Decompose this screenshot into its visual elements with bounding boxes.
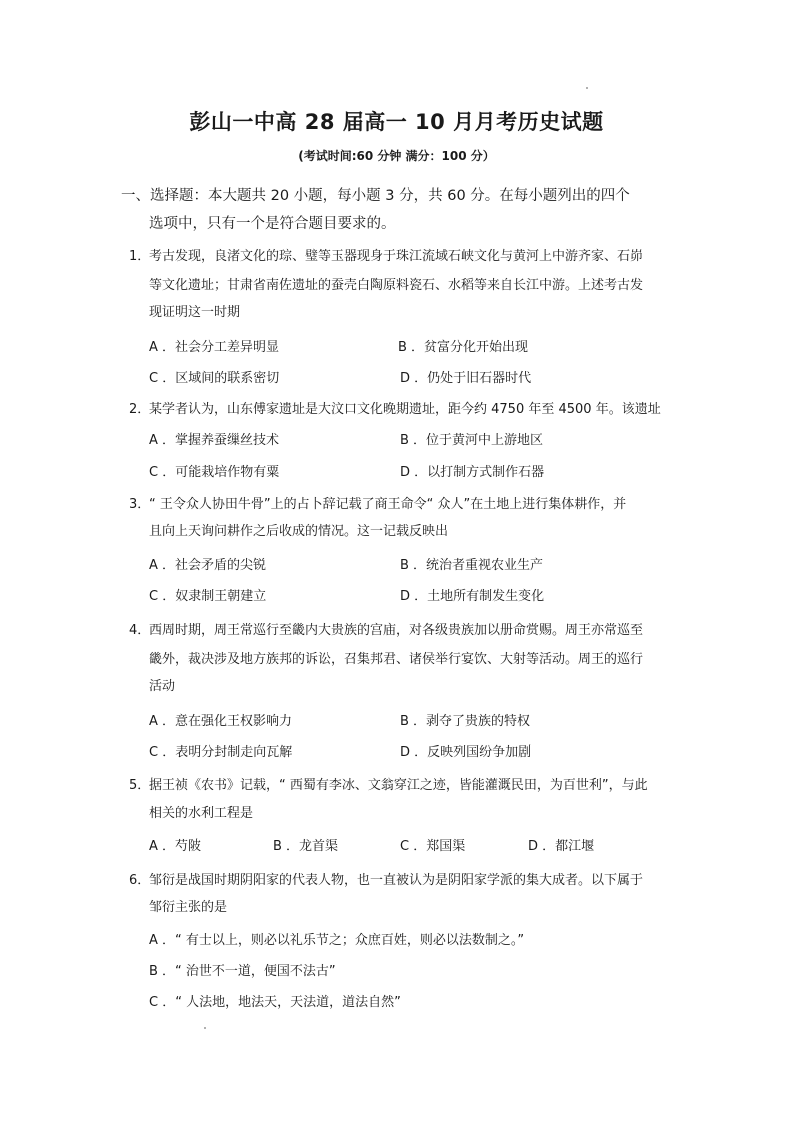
question-text-line: “ 王令众人协田牛骨”上的占卜辞记载了商王命令“ 众人”在土地上进行集体耕作，并 (149, 497, 627, 512)
option-b[interactable]: B ．龙首渠 (273, 839, 339, 854)
option-c[interactable]: C ．郑国渠 (400, 839, 466, 854)
option-c[interactable]: C ．表明分封制走向瓦解 (149, 745, 293, 760)
option-d[interactable]: D ．以打制方式制作石器 (400, 465, 545, 480)
question-number: 2． (129, 402, 151, 417)
question-text-line: 据王祯《农书》记载，“ 西蜀有李冰、文翁穿江之迹，皆能灌溉民田，为百世利”，与此 (149, 778, 648, 793)
question-text-line: 考古发现，良渚文化的琮、璧等玉器现身于珠江流域石峡文化与黄河上中游齐家、石峁 (149, 249, 644, 264)
question-number: 4． (129, 623, 151, 638)
question-text-line: 且向上天询问耕作之后收成的情况。这一记载反映出 (149, 524, 449, 539)
question-text-line: 现证明这一时期 (149, 305, 241, 320)
option-b[interactable]: B ．“ 治世不一道，便国不法古” (149, 964, 336, 979)
page-title: 彭山一中高 28 届高一 10 月月考历史试题 (189, 110, 604, 134)
option-d[interactable]: D ．土地所有制发生变化 (400, 589, 545, 604)
question-number: 6． (129, 873, 151, 888)
question-number: 5． (129, 778, 151, 793)
question-text-line: 邹衍是战国时期阴阳家的代表人物，也一直被认为是阴阳家学派的集大成者。以下属于 (149, 873, 644, 888)
section-heading-line1: 一、选择题：本大题共 20 小题，每小题 3 分，共 60 分。在每小题列出的四个 (121, 188, 630, 204)
option-a[interactable]: A ．社会分工差异明显 (149, 340, 280, 355)
option-d[interactable]: D ．反映列国纷争加剧 (400, 745, 532, 760)
question-text-line: 畿外，裁决涉及地方族邦的诉讼，召集邦君、诸侯举行宴饮、大射等活动。周王的巡行 (149, 652, 644, 667)
option-c[interactable]: C ．可能栽培作物有粟 (149, 465, 280, 480)
section-heading (121, 182, 681, 238)
option-a[interactable]: A ．社会矛盾的尖锐 (149, 558, 267, 573)
option-d[interactable]: D ．都江堰 (528, 839, 595, 854)
option-a[interactable]: A ．“ 有士以上，则必以礼乐节之；众庶百姓，则必以法数制之。” (149, 933, 525, 948)
scan-mark (204, 1027, 206, 1029)
option-a[interactable]: A ．掌握养蚕缫丝技术 (149, 433, 280, 448)
option-c[interactable]: C ．“ 人法地，地法天，天法道，道法自然” (149, 995, 401, 1010)
exam-subtitle: (考试时间:60 分钟 满分：100 分） (298, 149, 495, 163)
option-b[interactable]: B ．剥夺了贵族的特权 (400, 714, 531, 729)
scan-mark (586, 87, 588, 89)
question-text-line: 邹衍主张的是 (149, 900, 228, 915)
option-a[interactable]: A ．芍陂 (149, 839, 202, 854)
option-c[interactable]: C ．区域间的联系密切 (149, 371, 280, 386)
section-heading-line2: 选项中，只有一个是符合题目要求的。 (149, 216, 396, 232)
question-text-line: 等文化遗址；甘肃省南佐遗址的蚕壳白陶原料瓷石、水稻等来自长江中游。上述考古发 (149, 278, 644, 293)
option-b[interactable]: B ．贫富分化开始出现 (398, 340, 529, 355)
option-a[interactable]: A ．意在强化王权影响力 (149, 714, 293, 729)
question-text-line: 相关的水利工程是 (149, 806, 254, 821)
option-b[interactable]: B ．位于黄河中上游地区 (400, 433, 544, 448)
question-text-line: 西周时期，周王常巡行至畿内大贵族的宫庙，对各级贵族加以册命赏赐。周王亦常巡至 (149, 623, 644, 638)
question-text-line: 活动 (149, 679, 176, 694)
question-text-line: 某学者认为，山东傅家遗址是大汶口文化晚期遗址，距今约 4750 年至 4500 年。该遗址 (149, 402, 661, 417)
question-number: 3． (129, 497, 151, 512)
option-b[interactable]: B ．统治者重视农业生产 (400, 558, 544, 573)
option-d[interactable]: D ．仍处于旧石器时代 (400, 371, 532, 386)
question-number: 1． (129, 249, 151, 264)
option-c[interactable]: C ．奴隶制王朝建立 (149, 589, 267, 604)
